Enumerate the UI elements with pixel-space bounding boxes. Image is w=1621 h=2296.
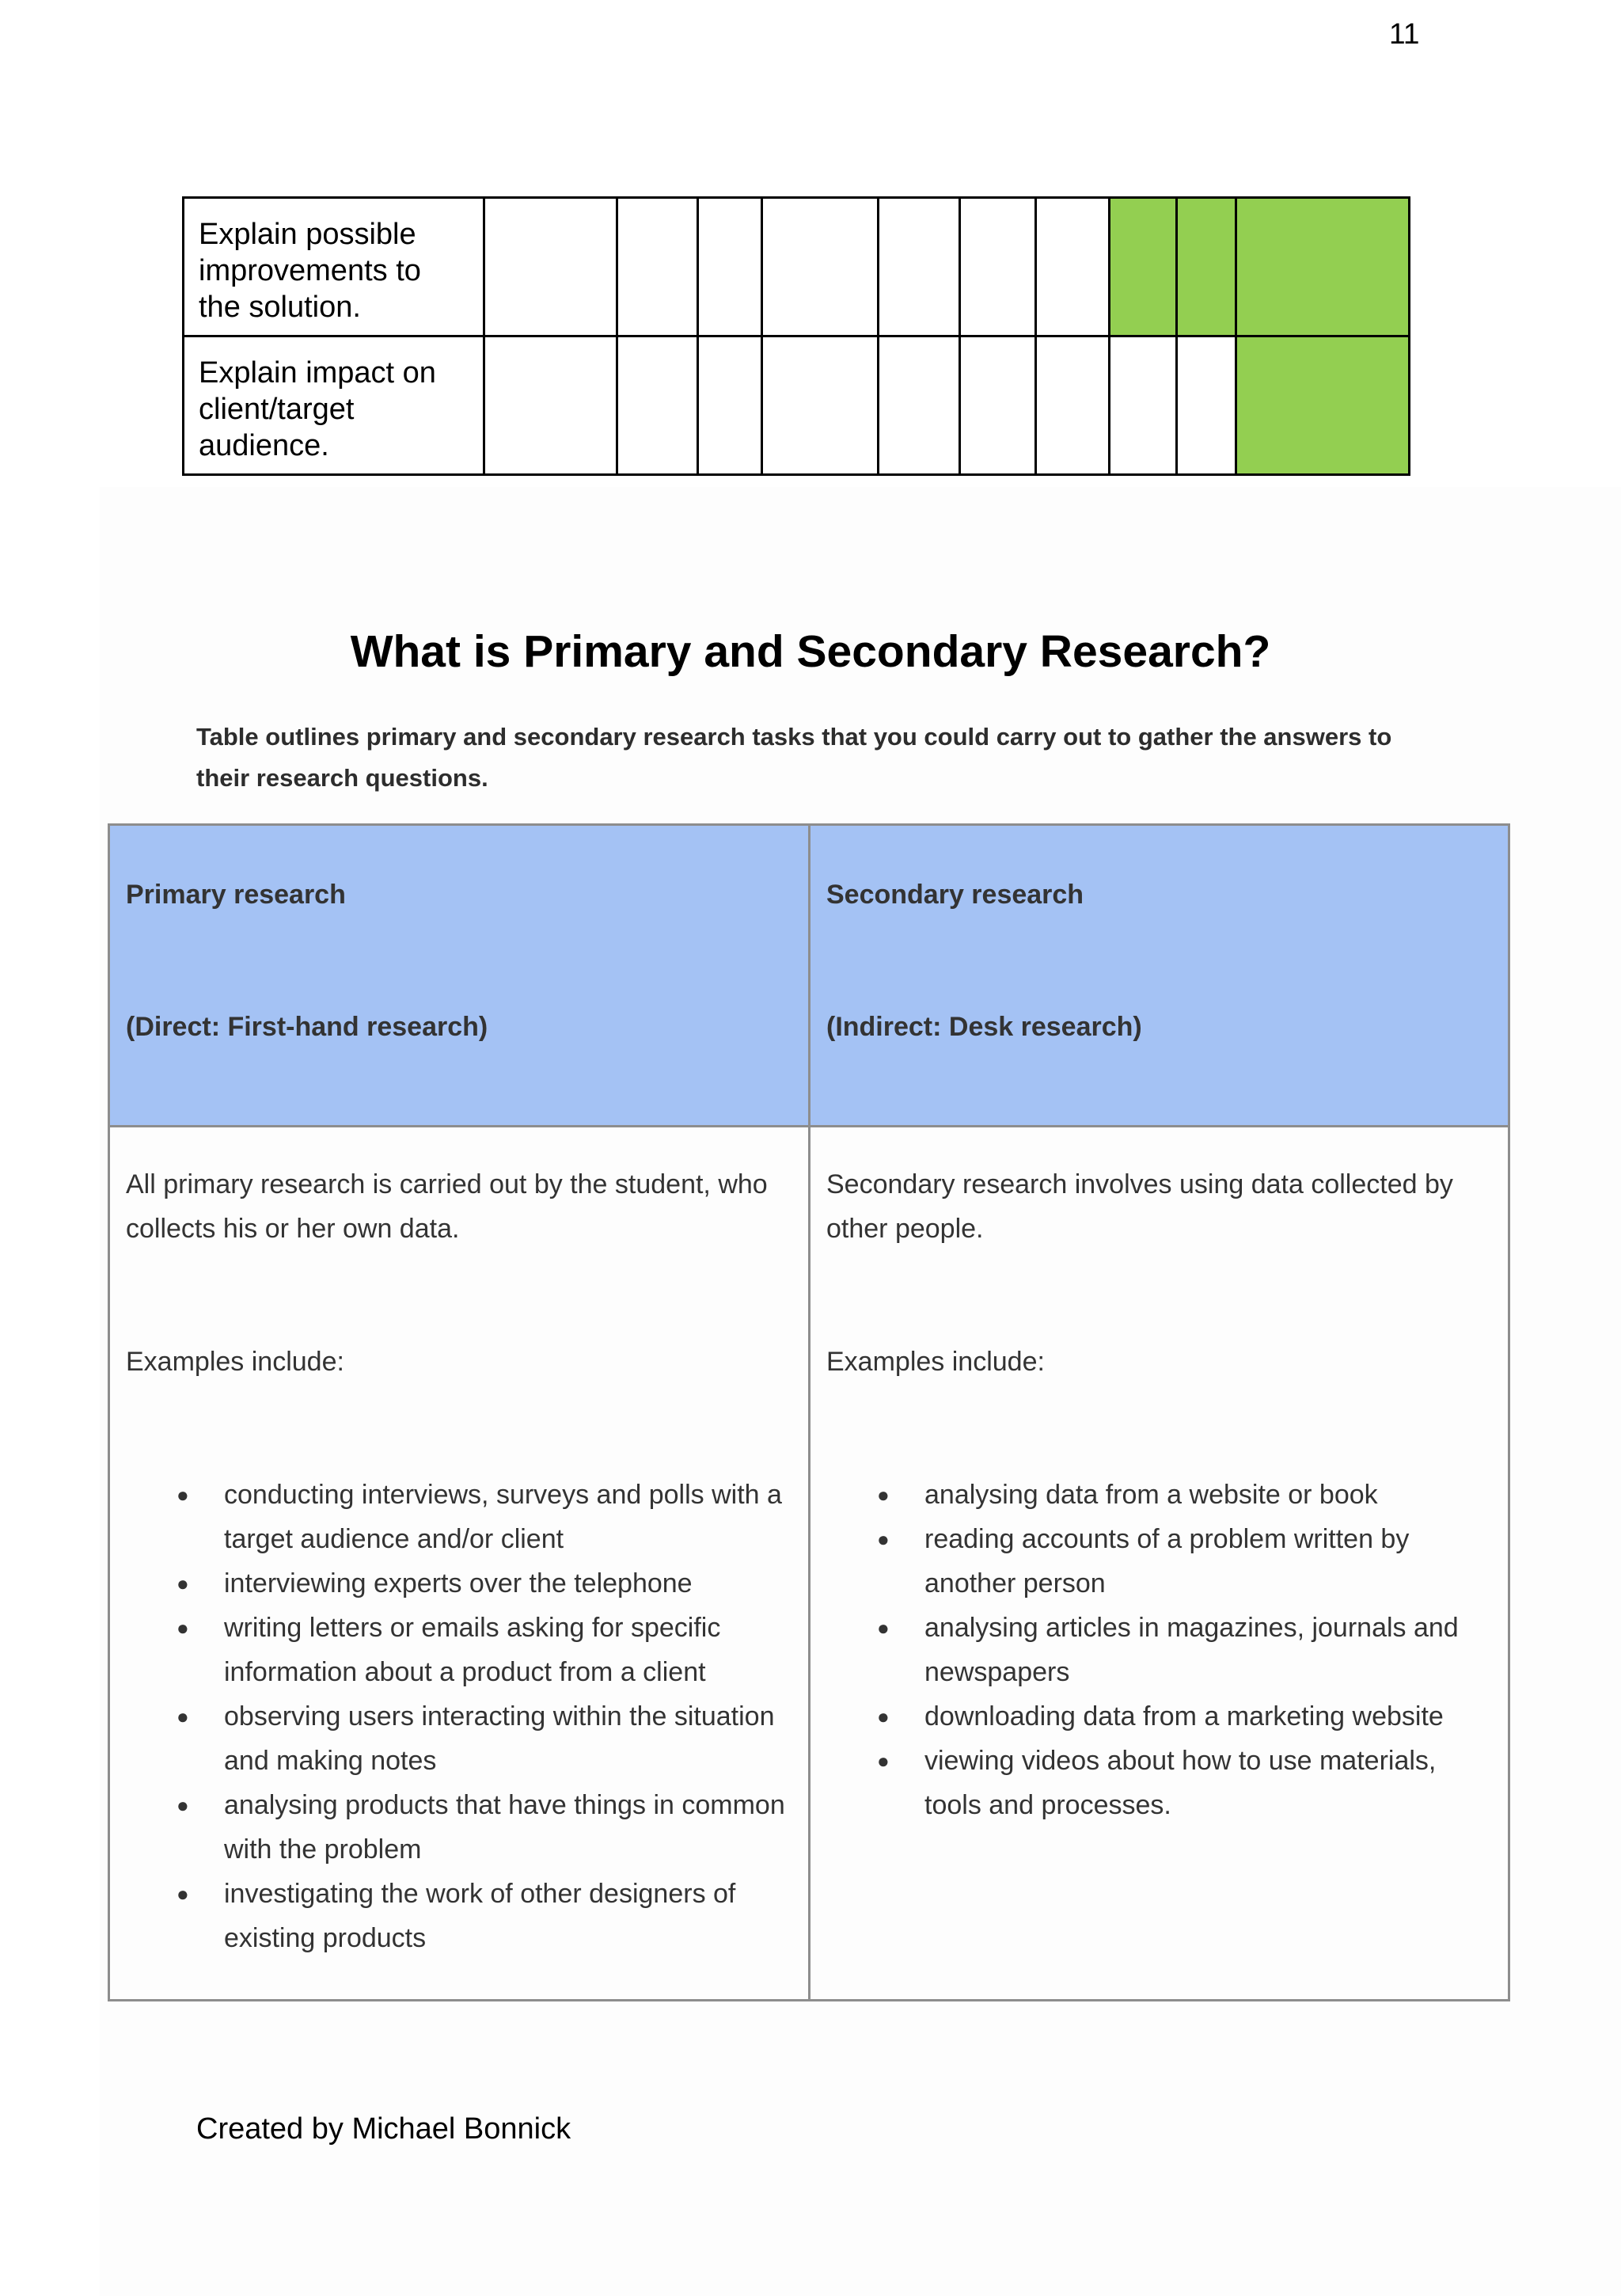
research-header-row (109, 825, 1509, 1127)
criteria-cell (617, 336, 698, 475)
page-number: 11 (1389, 17, 1420, 50)
list-item: ● downloading data from a marketing website (924, 1694, 1492, 1739)
research-body-row (109, 1127, 1509, 2001)
criteria-cell (960, 198, 1036, 336)
list-item: ● observing users interacting within the situation and making notes (224, 1694, 792, 1783)
bullet-icon: ● (177, 1572, 189, 1595)
criteria-cell-highlighted (1236, 336, 1410, 475)
secondary-description: Secondary research involves using data collected by other people. (826, 1169, 1453, 1244)
primary-body-cell (109, 1127, 810, 2001)
list-item: ● analysing articles in magazines, journals and newspapers (924, 1606, 1492, 1694)
primary-description: All primary research is carried out by the student, who collects his or her own data. (126, 1169, 768, 1244)
list-item: ● analysing products that have things in common with the problem (224, 1783, 792, 1872)
criteria-cell-highlighted (1110, 198, 1177, 336)
secondary-examples-list (826, 1473, 1492, 1827)
criteria-label: Explain impact on client/target audience. (184, 336, 484, 475)
criteria-cell (762, 198, 879, 336)
primary-title: Primary research (126, 880, 346, 910)
secondary-examples-label: Examples include: (826, 1347, 1045, 1377)
criteria-cell-highlighted (1177, 198, 1236, 336)
criteria-cell (698, 336, 762, 475)
criteria-cell (617, 198, 698, 336)
criteria-table (182, 196, 1410, 476)
primary-examples-list (126, 1473, 792, 1960)
criteria-row (184, 336, 1410, 475)
bullet-icon: ● (877, 1483, 890, 1507)
list-item: ● writing letters or emails asking for specific information about a product from a client (224, 1606, 792, 1694)
bullet-icon: ● (177, 1483, 189, 1507)
list-item: ● analysing data from a website or book (924, 1473, 1492, 1517)
criteria-cell (1177, 336, 1236, 475)
criteria-cell (879, 336, 960, 475)
primary-examples-label: Examples include: (126, 1347, 344, 1377)
list-item: ● viewing videos about how to use materials, tools and processes. (924, 1739, 1492, 1827)
list-item: ● interviewing experts over the telephone (224, 1561, 792, 1606)
criteria-row (184, 198, 1410, 336)
criteria-cell (484, 198, 617, 336)
bullet-icon: ● (177, 1705, 189, 1728)
footer-credit: Created by Michael Bonnick (196, 2112, 571, 2146)
list-item: ● investigating the work of other designers of existing products (224, 1872, 792, 1960)
criteria-label: Explain possible improvements to the solution. (184, 198, 484, 336)
primary-header-cell (109, 825, 810, 1127)
intro-text: Table outlines primary and secondary research tasks that you could carry out to gather the answers to their research questions. (196, 723, 1392, 792)
bullet-icon: ● (177, 1616, 189, 1640)
criteria-cell (1110, 336, 1177, 475)
bullet-icon: ● (877, 1616, 890, 1640)
criteria-cell (484, 336, 617, 475)
bullet-icon: ● (877, 1749, 890, 1773)
list-item: ● conducting interviews, surveys and polls with a target audience and/or client (224, 1473, 792, 1561)
primary-subtitle: (Direct: First-hand research) (126, 1012, 488, 1042)
secondary-body-cell (810, 1127, 1509, 2001)
criteria-cell (698, 198, 762, 336)
criteria-cell (1036, 198, 1110, 336)
criteria-cell (960, 336, 1036, 475)
bullet-icon: ● (877, 1527, 890, 1551)
criteria-cell (1036, 336, 1110, 475)
secondary-subtitle: (Indirect: Desk research) (826, 1012, 1142, 1042)
research-table (108, 823, 1510, 2001)
criteria-cell (762, 336, 879, 475)
criteria-cell-highlighted (1236, 198, 1410, 336)
secondary-header-cell (810, 825, 1509, 1127)
section-heading: What is Primary and Secondary Research? (350, 626, 1271, 677)
bullet-icon: ● (177, 1882, 189, 1906)
secondary-title: Secondary research (826, 880, 1084, 910)
bullet-icon: ● (177, 1793, 189, 1817)
criteria-cell (879, 198, 960, 336)
bullet-icon: ● (877, 1705, 890, 1728)
list-item: ● reading accounts of a problem written by another person (924, 1517, 1492, 1606)
